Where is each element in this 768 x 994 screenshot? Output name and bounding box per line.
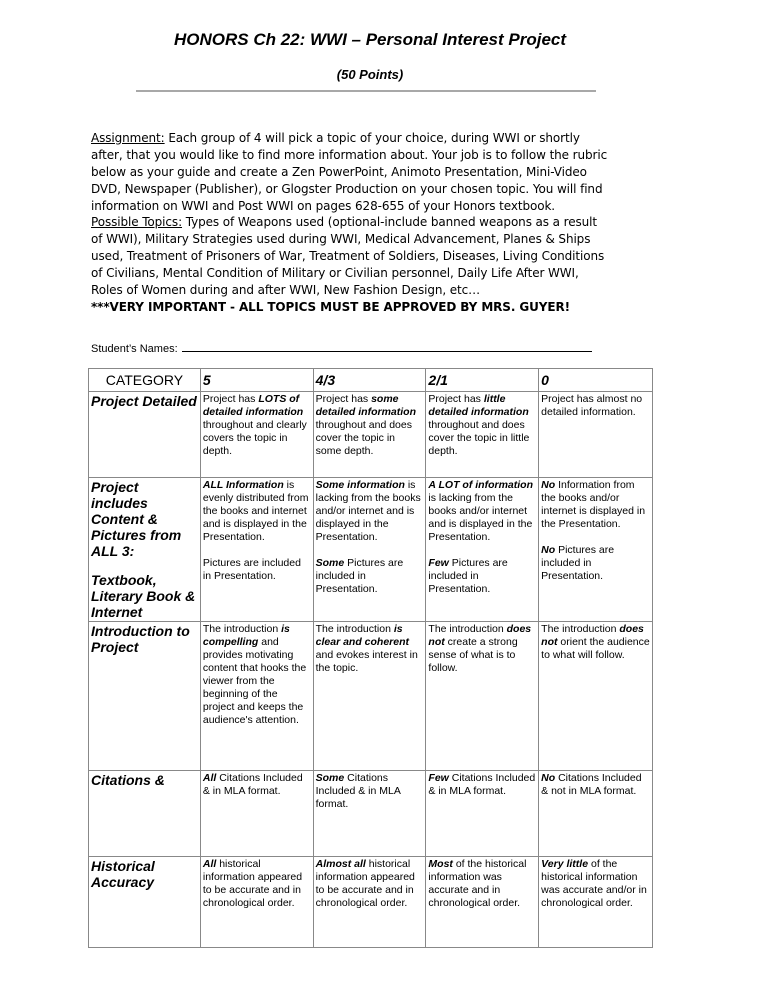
cell-text: Pictures are included in Presentation.: [541, 544, 615, 582]
score-4-3-cell: [313, 771, 426, 857]
category-cell: Introduction to Project: [89, 622, 201, 771]
cell-emphasis: Some: [315, 557, 345, 569]
cell-text: is lacking from the books and/or internet and is displayed in the Presentation.: [428, 492, 533, 543]
topics-text: Types of Weapons used (optional-include banned weapons as a result of WWI), Military Strategies used during WWI, Medical Advancement, Planes & Ships used, Treatment of Prisoners of War, Treatment of Soldiers, Diseases, Living Conditions of Civilians, Mental Condition of Military or Civilian personnel, Daily Life After WWI, Roles of Women during and after WWI, New Fashion Design, etc…: [91, 215, 605, 297]
cell-emphasis: Very little: [541, 858, 589, 870]
cell-emphasis: Some information: [315, 479, 405, 491]
cell-emphasis: Few: [428, 772, 449, 784]
student-names-blank[interactable]: [182, 341, 592, 352]
header-score-0: 0: [539, 369, 653, 392]
score-0-cell: [539, 857, 653, 948]
score-0-cell: [539, 771, 653, 857]
score-0-cell: Project has almost no detailed information.: [539, 392, 653, 478]
cell-text: Project has: [202, 393, 259, 405]
cell-emphasis: LOTS of detailed information: [202, 393, 304, 418]
assignment-paragraph: [91, 130, 611, 215]
cell-text: is evenly distributed from the books and internet and is displayed in the Presentation.: [202, 479, 309, 543]
score-2-1-cell: [426, 771, 539, 857]
cell-text: The introduction: [202, 623, 282, 635]
cell-emphasis: some detailed information: [315, 393, 416, 418]
rubric-row-citations: [89, 771, 653, 857]
score-4-3-cell: [313, 857, 426, 948]
rubric-header-row: [89, 369, 653, 392]
cell-text: Project has: [428, 393, 484, 405]
rubric-table: [88, 368, 653, 948]
topics-paragraph: [91, 214, 611, 316]
cell-text: Information from the books and/or internet is displayed in the Presentation.: [541, 479, 646, 530]
category-cell: Project Detailed: [89, 392, 201, 478]
cell-emphasis: does not: [541, 623, 644, 648]
title-divider: [136, 90, 596, 92]
cell-text: orient the audience to what will follow.: [541, 636, 650, 661]
category-sources: Textbook, Literary Book & Internet: [91, 572, 196, 620]
score-2-1-cell: [426, 392, 539, 478]
rubric-row-project-detailed: [89, 392, 653, 478]
score-2-1-cell: [426, 478, 539, 622]
cell-text: Pictures are included in Presentation.: [315, 557, 404, 595]
score-0-cell: [539, 478, 653, 622]
cell-emphasis: little detailed information: [428, 393, 529, 418]
cell-text: Pictures are included in Presentation.: [202, 557, 301, 582]
cell-emphasis: All: [202, 772, 217, 784]
category-cell: [89, 478, 201, 622]
header-score-4-3: 4/3: [313, 369, 426, 392]
cell-emphasis: A LOT of information: [428, 479, 534, 491]
student-names-label: Student’s Names:: [91, 343, 178, 355]
student-names-row: [91, 341, 592, 355]
rubric-row-introduction: [89, 622, 653, 771]
cell-text: Pictures are included in Presentation.: [428, 557, 508, 595]
score-5-cell: [200, 857, 313, 948]
cell-text: of the historical information was accurate and/or in chronological order.: [541, 858, 647, 909]
score-5-cell: [200, 392, 313, 478]
cell-emphasis: Some: [315, 772, 345, 784]
score-4-3-cell: [313, 392, 426, 478]
cell-emphasis: No: [541, 479, 556, 491]
cell-emphasis: Almost all: [315, 858, 366, 870]
score-4-3-cell: [313, 478, 426, 622]
category-cell: Citations &: [89, 771, 201, 857]
category-cell: Historical Accuracy: [89, 857, 201, 948]
topics-label: Possible Topics:: [91, 215, 183, 229]
cell-text: Citations Included & not in MLA format.: [541, 772, 642, 797]
cell-text: Citations Included & in MLA format.: [202, 772, 303, 797]
cell-text: and evokes interest in the topic.: [315, 649, 418, 674]
cell-text: create a strong sense of what is to follow.: [428, 636, 518, 674]
cell-emphasis: does not: [428, 623, 532, 648]
cell-text: Citations Included & in MLA format.: [428, 772, 536, 797]
score-5-cell: [200, 622, 313, 771]
score-2-1-cell: [426, 857, 539, 948]
cell-text: throughout and clearly covers the topic in depth.: [202, 419, 307, 457]
cell-emphasis: Most: [428, 858, 453, 870]
score-4-3-cell: [313, 622, 426, 771]
category-text: Project includes Content & Pictures from ALL 3:: [91, 479, 182, 559]
cell-text: throughout and does cover the topic in little depth.: [428, 419, 530, 457]
cell-text: of the historical information was accurate and in chronological order.: [428, 858, 527, 909]
header-category: CATEGORY: [89, 369, 201, 392]
cell-text: The introduction: [428, 623, 507, 635]
cell-text: historical information appeared to be accurate and in chronological order.: [315, 858, 415, 909]
cell-emphasis: ALL Information: [202, 479, 284, 491]
page-title: HONORS Ch 22: WWI – Personal Interest Project: [173, 30, 567, 49]
cell-emphasis: No: [541, 544, 556, 556]
approval-warning: ***VERY IMPORTANT - ALL TOPICS MUST BE APPROVED BY MRS. GUYER!: [91, 300, 570, 314]
score-5-cell: [200, 771, 313, 857]
cell-text: Project has: [315, 393, 372, 405]
assignment-label: Assignment:: [91, 131, 165, 145]
points-subtitle: (50 Points): [336, 67, 404, 82]
cell-emphasis: is clear and coherent: [315, 623, 410, 648]
cell-emphasis: is compelling: [202, 623, 290, 648]
rubric-row-historical-accuracy: [89, 857, 653, 948]
cell-text: is lacking from the books and/or internet and is displayed in the Presentation.: [315, 479, 421, 543]
cell-text: historical information appeared to be accurate and in chronological order.: [202, 858, 303, 909]
header-score-5: 5: [200, 369, 313, 392]
cell-emphasis: Few: [428, 557, 449, 569]
cell-text: and provides motivating content that hooks the viewer from the beginning of the project and keeps the audience's attention.: [202, 636, 307, 726]
cell-text: The introduction: [541, 623, 620, 635]
cell-emphasis: No: [541, 772, 556, 784]
score-2-1-cell: [426, 622, 539, 771]
assignment-text: Each group of 4 will pick a topic of your choice, during WWI or shortly after, that you would like to find more information about. Your job is to follow the rubric below as your guide and create a Zen PowerPoint, Animoto Presentation, Mini-Video DVD, Newspaper (Publisher), or Glogster Production on your chosen topic. You will find information on WWI and Post WWI on pages 628-655 of your Honors textbook.: [91, 131, 608, 213]
header-score-2-1: 2/1: [426, 369, 539, 392]
cell-text: throughout and does cover the topic in some depth.: [315, 419, 412, 457]
score-5-cell: [200, 478, 313, 622]
rubric-row-content-pictures: [89, 478, 653, 622]
cell-emphasis: All: [202, 858, 217, 870]
cell-text: The introduction: [315, 623, 394, 635]
score-0-cell: [539, 622, 653, 771]
cell-text: Citations Included & in MLA format.: [315, 772, 401, 810]
